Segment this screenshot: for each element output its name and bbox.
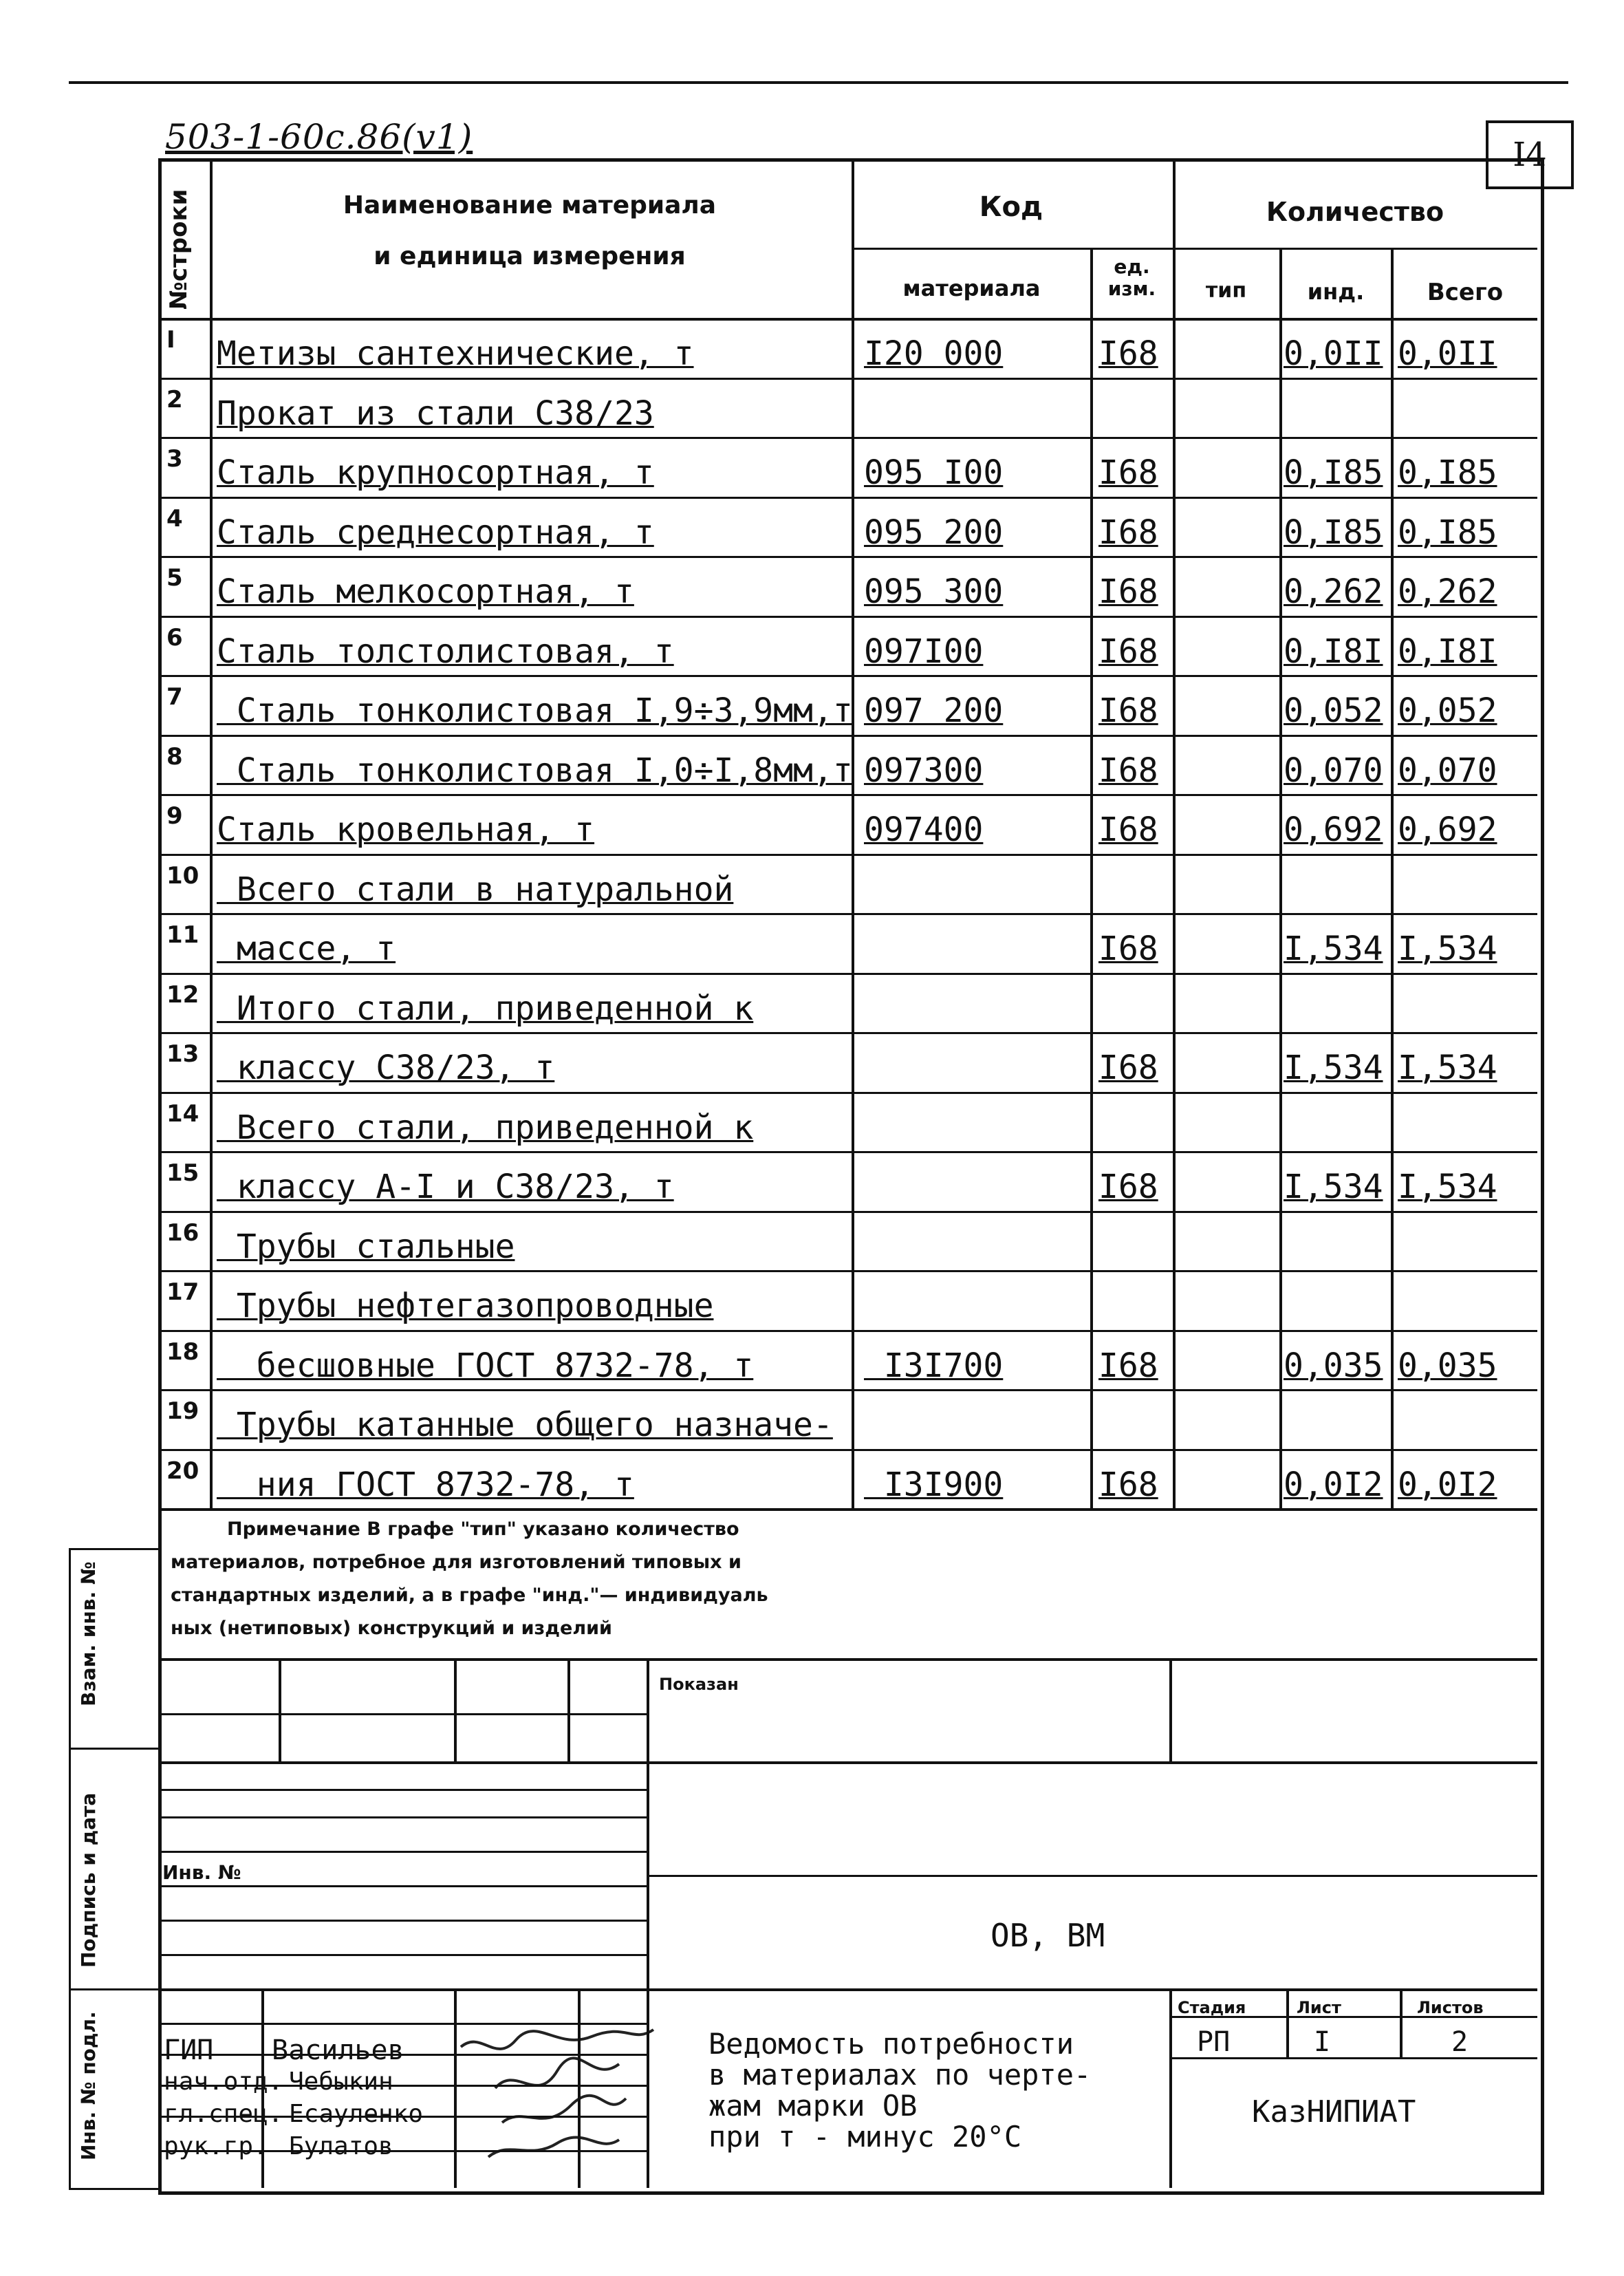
grid-hline	[158, 1389, 1537, 1391]
grid-hline	[158, 735, 1537, 737]
sheet-value: I	[1314, 2026, 1331, 2058]
grid-hline	[158, 1713, 647, 1715]
row-name: Сталь тонколистовая I,9÷3,9мм,т	[217, 691, 853, 730]
row-unit: I68	[1098, 572, 1158, 611]
title-code: ОВ, ВМ	[990, 1917, 1105, 1954]
row-unit: I68	[1098, 632, 1158, 671]
row-name: бесшовные ГОСТ 8732-78, т	[217, 1346, 754, 1385]
description-line4: при т - минус 20°С	[708, 2120, 1022, 2154]
row-total: 0,262	[1398, 572, 1497, 611]
header-code: Код	[979, 191, 1043, 223]
row-name: Прокат из стали С38/23	[217, 394, 654, 433]
grid-hline	[158, 1789, 647, 1791]
document-ref: 503-1-60с.86(v1)	[165, 117, 473, 157]
row-ind: 0,I8I	[1284, 632, 1383, 671]
row-number: 20	[166, 1457, 199, 1485]
row-unit: I68	[1098, 1465, 1158, 1504]
row-name: Всего стали, приведенной к	[217, 1108, 754, 1147]
row-total: 0,070	[1398, 751, 1497, 790]
row-unit: I68	[1098, 810, 1158, 849]
grid-hline	[158, 378, 1537, 380]
grid-hline	[158, 1151, 1537, 1153]
row-name: массе, т	[217, 930, 396, 968]
organization: КазНИПИАТ	[1252, 2094, 1416, 2129]
grid-vline	[1173, 158, 1176, 1508]
row-number: 18	[166, 1338, 199, 1366]
row-name: Всего стали в натуральной	[217, 870, 734, 909]
row-number: 12	[166, 980, 199, 1009]
grid-hline	[158, 2150, 647, 2152]
row-name: Сталь среднесортная, т	[217, 513, 654, 552]
grid-hline	[158, 497, 1537, 499]
row-total: I,534	[1398, 930, 1497, 968]
grid-vline	[454, 1988, 457, 2188]
person-name: Булатов	[289, 2132, 393, 2160]
row-code: 097400	[864, 810, 984, 849]
sheet-label: Лист	[1297, 1998, 1341, 2017]
row-number: 3	[166, 445, 183, 473]
grid-hline	[69, 1548, 158, 1550]
row-code: 097300	[864, 751, 984, 790]
grid-vline	[1090, 248, 1093, 1508]
grid-hline	[158, 854, 1537, 856]
row-name: Сталь кровельная, т	[217, 810, 595, 849]
row-total: I,534	[1398, 1168, 1497, 1206]
person-role: нач.отд.	[164, 2068, 283, 2096]
grid-hline	[158, 2116, 647, 2118]
note-line2: материалов, потребное для изготовлений типовых и	[171, 1552, 741, 1573]
grid-hline	[158, 1270, 1537, 1272]
row-ind: 0,0II	[1284, 334, 1383, 373]
description-line2: в материалах по черте-	[708, 2058, 1092, 2092]
row-name: ния ГОСТ 8732-78, т	[217, 1465, 634, 1504]
row-name: Сталь крупносортная, т	[217, 453, 654, 492]
row-number: 9	[166, 802, 183, 830]
row-number: 14	[166, 1099, 199, 1128]
header-code-unit: ед. изм.	[1107, 255, 1156, 300]
side-label-vzam: Взам. инв. №	[77, 1561, 100, 1706]
grid-hline	[158, 1449, 1537, 1451]
row-ind: I,534	[1284, 1168, 1383, 1206]
grid-hline	[158, 1032, 1537, 1034]
grid-vline	[1400, 1988, 1403, 2057]
grid-vline	[279, 1658, 281, 1761]
grid-hline	[69, 2188, 158, 2190]
row-unit: I68	[1098, 1346, 1158, 1385]
grid-hline	[158, 318, 1537, 321]
grid-vline	[852, 158, 854, 1508]
row-name: Трубы стальные	[217, 1227, 515, 1266]
row-number: 4	[166, 504, 183, 533]
grid-hline	[158, 1851, 647, 1853]
row-total: 0,052	[1398, 691, 1497, 730]
row-code: 097I00	[864, 632, 984, 671]
row-unit: I68	[1098, 453, 1158, 492]
row-name: Сталь мелкосортная, т	[217, 572, 634, 611]
row-total: 0,0II	[1398, 334, 1497, 373]
grid-hline	[69, 1988, 158, 1990]
header-name-line2: и единица измерения	[373, 242, 686, 270]
row-total: 0,I8I	[1398, 632, 1497, 671]
row-code: 095 200	[864, 513, 1004, 552]
row-total: 0,692	[1398, 810, 1497, 849]
grid-hline	[1169, 2057, 1537, 2059]
row-name: классу С38/23, т	[217, 1049, 555, 1087]
grid-vline	[567, 1658, 570, 1761]
row-number: 5	[166, 564, 183, 592]
row-name: Трубы катанные общего назначе-	[217, 1406, 833, 1444]
row-number: 10	[166, 861, 199, 890]
row-code: I3I900	[864, 1465, 1004, 1504]
grid-vline	[578, 1988, 581, 2188]
grid-hline	[158, 973, 1537, 975]
row-number: 15	[166, 1159, 199, 1187]
row-unit: I68	[1098, 1168, 1158, 1206]
person-name: Чебыкин	[289, 2068, 393, 2096]
grid-hline	[158, 437, 1537, 439]
grid-hline	[158, 1920, 647, 1922]
grid-hline	[158, 1988, 1537, 1991]
row-name: Метизы сантехнические, т	[217, 334, 694, 373]
row-number: 13	[166, 1040, 199, 1068]
row-ind: 0,262	[1284, 572, 1383, 611]
row-number: 7	[166, 683, 183, 711]
grid-hline	[158, 1330, 1537, 1332]
row-ind: 0,052	[1284, 691, 1383, 730]
row-ind: 0,I85	[1284, 513, 1383, 552]
grid-hline	[158, 1211, 1537, 1213]
row-name: классу А-I и С38/23, т	[217, 1168, 674, 1206]
grid-vline	[1169, 1658, 1172, 1761]
note-line4: ных (нетиповых) конструкций и изделий	[171, 1618, 612, 1639]
grid-hline	[647, 1875, 1537, 1877]
side-label-podl: Инв. № подл.	[77, 2011, 100, 2160]
sheets-label: Листов	[1417, 1998, 1484, 2017]
grid-vline	[1169, 1988, 1172, 2188]
person-name: Есауленко	[289, 2100, 424, 2128]
row-ind: 0,692	[1284, 810, 1383, 849]
row-number: I	[166, 326, 175, 354]
grid-hline	[158, 2023, 647, 2025]
row-total: 0,0I2	[1398, 1465, 1497, 1504]
grid-vline	[158, 1503, 162, 2188]
row-name: Сталь тонколистовая I,0÷I,8мм,т	[217, 751, 853, 790]
row-ind: I,534	[1284, 930, 1383, 968]
person-role: рук.гр.	[164, 2132, 268, 2160]
row-unit: I68	[1098, 334, 1158, 373]
grid-hline	[852, 248, 1537, 250]
header-qty-ind: инд.	[1307, 279, 1365, 305]
header-name-line1: Наименование материала	[343, 191, 717, 219]
grid-vline	[1286, 1988, 1289, 2057]
row-total: 0,I85	[1398, 453, 1497, 492]
side-label-podpis: Подпись и дата	[77, 1792, 100, 1968]
inv-no-label: Инв. №	[162, 1861, 241, 1884]
page-number: I4	[1486, 120, 1574, 189]
grid-vline	[1279, 248, 1282, 1508]
grid-vline	[69, 1548, 71, 2188]
row-unit: I68	[1098, 930, 1158, 968]
note-line1: Примечание В графе "тип" указано количество	[227, 1518, 739, 1540]
sheets-value: 2	[1451, 2026, 1469, 2058]
header-row-no: №строки	[165, 189, 193, 310]
row-unit: I68	[1098, 751, 1158, 790]
grid-hline	[69, 1748, 158, 1750]
grid-vline	[210, 158, 213, 1508]
grid-hline	[158, 1885, 647, 1887]
grid-hline	[158, 1954, 647, 1956]
stage-label: Стадия	[1178, 1998, 1246, 2017]
row-number: 2	[166, 385, 183, 414]
row-number: 6	[166, 623, 183, 652]
row-code: I20 000	[864, 334, 1004, 373]
grid-hline	[158, 2085, 647, 2087]
grid-vline	[647, 1658, 649, 2188]
header-qty-total: Всего	[1427, 279, 1504, 306]
row-code: 097 200	[864, 691, 1004, 730]
grid-hline	[158, 2054, 647, 2056]
description-line3: жам марки ОВ	[708, 2089, 918, 2123]
row-name: Сталь толстолистовая, т	[217, 632, 674, 671]
grid-vline	[261, 1988, 264, 2188]
grid-hline	[158, 675, 1537, 677]
row-code: 095 300	[864, 572, 1004, 611]
row-number: 11	[166, 921, 199, 949]
grid-hline	[158, 1816, 647, 1818]
row-ind: I,534	[1284, 1049, 1383, 1087]
row-ind: 0,0I2	[1284, 1465, 1383, 1504]
row-name: Трубы нефтегазопроводные	[217, 1287, 714, 1325]
row-number: 16	[166, 1218, 199, 1247]
grid-hline	[158, 556, 1537, 558]
row-name: Итого стали, приведенной к	[217, 989, 754, 1028]
row-total: 0,035	[1398, 1346, 1497, 1385]
header-code-material: материала	[902, 275, 1041, 301]
row-unit: I68	[1098, 691, 1158, 730]
note-line3: стандартных изделий, а в графе "инд."— индивидуаль	[171, 1585, 768, 1606]
grid-vline	[1391, 248, 1394, 1508]
person-role: ГИП	[164, 2035, 214, 2066]
top-rule	[69, 81, 1568, 84]
row-ind: 0,070	[1284, 751, 1383, 790]
grid-hline	[158, 794, 1537, 796]
row-unit: I68	[1098, 1049, 1158, 1087]
row-number: 19	[166, 1397, 199, 1425]
row-number: 17	[166, 1278, 199, 1306]
shown-label: Показан	[659, 1675, 739, 1694]
grid-hline	[158, 1508, 1537, 1511]
row-total: I,534	[1398, 1049, 1497, 1087]
header-qty-type: тип	[1205, 279, 1247, 303]
description-line1: Ведомость потребности	[708, 2027, 1074, 2061]
row-total: 0,I85	[1398, 513, 1497, 552]
grid-hline	[158, 1658, 1537, 1661]
signature-scribbles	[454, 2023, 660, 2167]
stage-value: РП	[1197, 2026, 1231, 2058]
row-unit: I68	[1098, 513, 1158, 552]
row-code: I3I700	[864, 1346, 1004, 1385]
row-ind: 0,035	[1284, 1346, 1383, 1385]
person-name: Васильев	[272, 2035, 404, 2066]
person-role: гл.спец.	[164, 2100, 283, 2128]
row-code: 095 I00	[864, 453, 1004, 492]
grid-hline	[158, 616, 1537, 618]
grid-hline	[158, 913, 1537, 915]
grid-hline	[158, 1761, 1537, 1764]
header-quantity: Количество	[1266, 197, 1444, 227]
row-ind: 0,I85	[1284, 453, 1383, 492]
grid-vline	[454, 1658, 457, 1761]
row-number: 8	[166, 742, 183, 771]
grid-hline	[158, 1092, 1537, 1094]
grid-hline	[1169, 2016, 1537, 2018]
